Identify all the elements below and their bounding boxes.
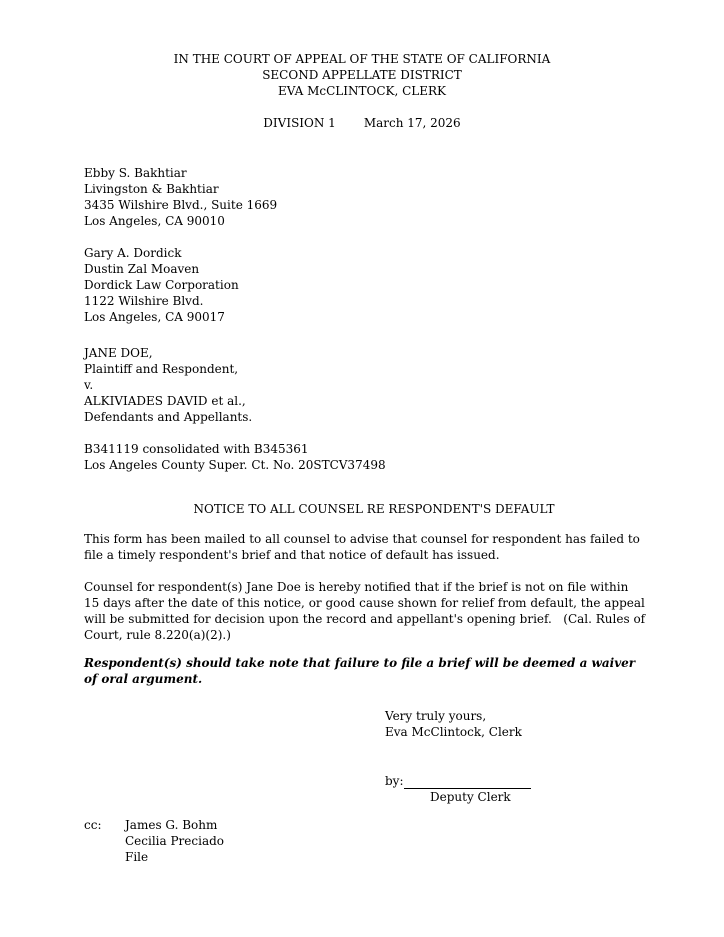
recipient-firm: Livingston & Bakhtiar: [84, 182, 219, 196]
cc-name: File: [125, 850, 149, 864]
waiver-warning-paragraph: [84, 655, 664, 687]
paragraph-line: file a timely respondent's brief and that notice of default has issued.: [84, 548, 500, 562]
recipient-street: 3435 Wilshire Blvd., Suite 1669: [84, 198, 278, 212]
recipient-name: Dustin Zal Moaven: [84, 262, 200, 276]
signature-title: Deputy Clerk: [430, 790, 511, 804]
clerk-name: EVA McCLINTOCK, CLERK: [277, 84, 447, 98]
paragraph-line: Counsel for respondent(s) Jane Doe is hereby notified that if the brief is not on file within: [84, 580, 629, 594]
defendant-name: ALKIVIADES DAVID et al.,: [84, 394, 246, 408]
paragraph-line: Respondent(s) should take note that failure to file a brief will be deemed a waiver: [84, 656, 636, 670]
signature-line-row: [385, 773, 664, 789]
cc-names: [125, 817, 224, 865]
recipient-street: 1122 Wilshire Blvd.: [84, 294, 204, 308]
paragraph-line: Court, rule 8.220(a)(2).): [84, 628, 231, 642]
court-header: [0, 51, 724, 131]
division-label: DIVISION 1: [263, 116, 336, 130]
signature-line: [404, 774, 531, 789]
case-caption: [84, 345, 664, 425]
paragraph-line: This form has been mailed to all counsel to advise that counsel for respondent has failed to: [84, 532, 640, 546]
recipient-firm: Dordick Law Corporation: [84, 278, 239, 292]
notice-date: March 17, 2026: [363, 116, 461, 130]
recipient-name: Ebby S. Bakhtiar: [84, 166, 187, 180]
superior-court-case-number: Los Angeles County Super. Ct. No. 20STCV37498: [84, 458, 386, 472]
cc-name: James G. Bohm: [125, 818, 218, 832]
signatory-name: Eva McClintock, Clerk: [385, 725, 522, 739]
recipient-city: Los Angeles, CA 90010: [84, 214, 225, 228]
signature-block: [385, 708, 664, 805]
notice-title: NOTICE TO ALL COUNSEL RE RESPONDENT'S DEFAULT: [193, 502, 555, 516]
cc-name: Cecilia Preciado: [125, 834, 225, 848]
by-label: by:: [385, 774, 404, 788]
recipient-city: Los Angeles, CA 90017: [84, 310, 225, 324]
cc-label: cc:: [84, 818, 102, 832]
cc-section: [84, 817, 664, 865]
versus-label: v.: [84, 378, 94, 392]
paragraph-line: 15 days after the date of this notice, or good cause shown for relief from default, the appeal: [84, 596, 645, 610]
defendant-role: Defendants and Appellants.: [84, 410, 253, 424]
recipient-addresses: [84, 165, 664, 325]
paragraph-line: of oral argument.: [84, 672, 203, 686]
district-name: SECOND APPELLATE DISTRICT: [262, 68, 462, 82]
court-name: IN THE COURT OF APPEAL OF THE STATE OF CALIFORNIA: [173, 52, 551, 66]
recipient-name: Gary A. Dordick: [84, 246, 182, 260]
document-body: [84, 165, 664, 865]
notice-paragraph-1: [84, 531, 664, 563]
plaintiff-name: JANE DOE,: [84, 346, 153, 360]
recipient-address-2: [84, 245, 664, 325]
division-date-row: [0, 115, 724, 131]
appellate-case-number: B341119 consolidated with B345361: [84, 442, 309, 456]
plaintiff-role: Plaintiff and Respondent,: [84, 362, 239, 376]
case-numbers: [84, 441, 664, 473]
notice-paragraph-2: [84, 579, 664, 643]
recipient-address-1: [84, 165, 664, 229]
paragraph-line: will be submitted for decision upon the record and appellant's opening brief. (Cal. Rules of: [84, 612, 646, 626]
valediction: Very truly yours,: [385, 709, 487, 723]
